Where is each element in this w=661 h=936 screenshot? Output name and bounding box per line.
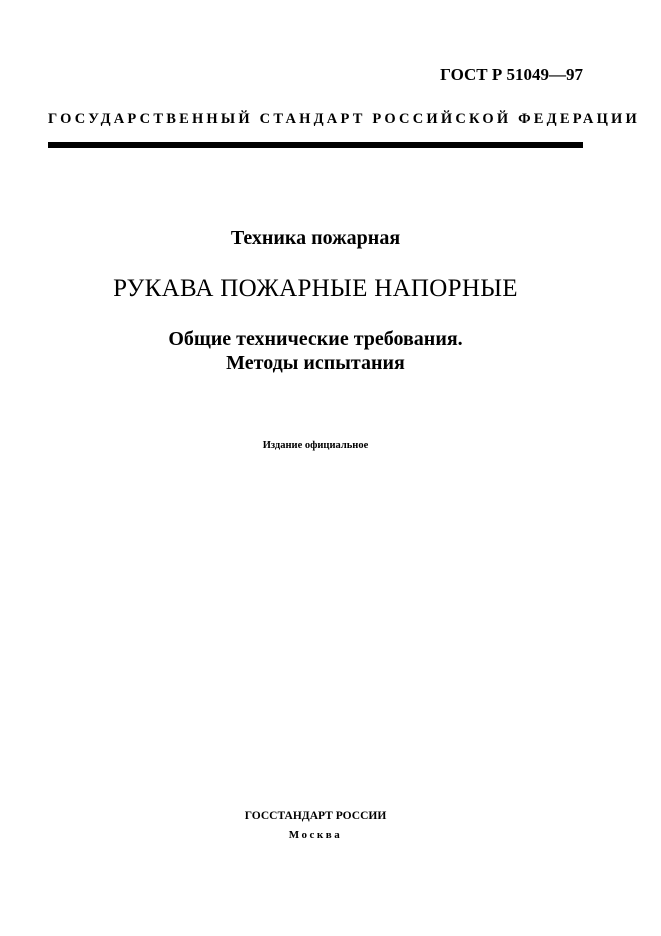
document-category: Техника пожарная <box>230 227 401 249</box>
header-rule <box>48 142 583 148</box>
subtitle-line: Общие технические требования. <box>168 328 463 350</box>
document-title: РУКАВА ПОЖАРНЫЕ НАПОРНЫЕ <box>113 275 518 302</box>
edition-note: Издание официальное <box>262 440 369 451</box>
organization-title: ГОСУДАРСТВЕННЫЙ СТАНДАРТ РОССИЙСКОЙ ФЕДЕРАЦИИ <box>48 111 641 127</box>
document-code: ГОСТ Р 51049—97 <box>440 65 583 84</box>
publisher-name: ГОССТАНДАРТ РОССИИ <box>244 810 387 822</box>
publication-city: Москва <box>288 829 343 841</box>
subtitle-line: Методы испытания <box>226 352 405 374</box>
document-subtitle <box>0 327 631 375</box>
